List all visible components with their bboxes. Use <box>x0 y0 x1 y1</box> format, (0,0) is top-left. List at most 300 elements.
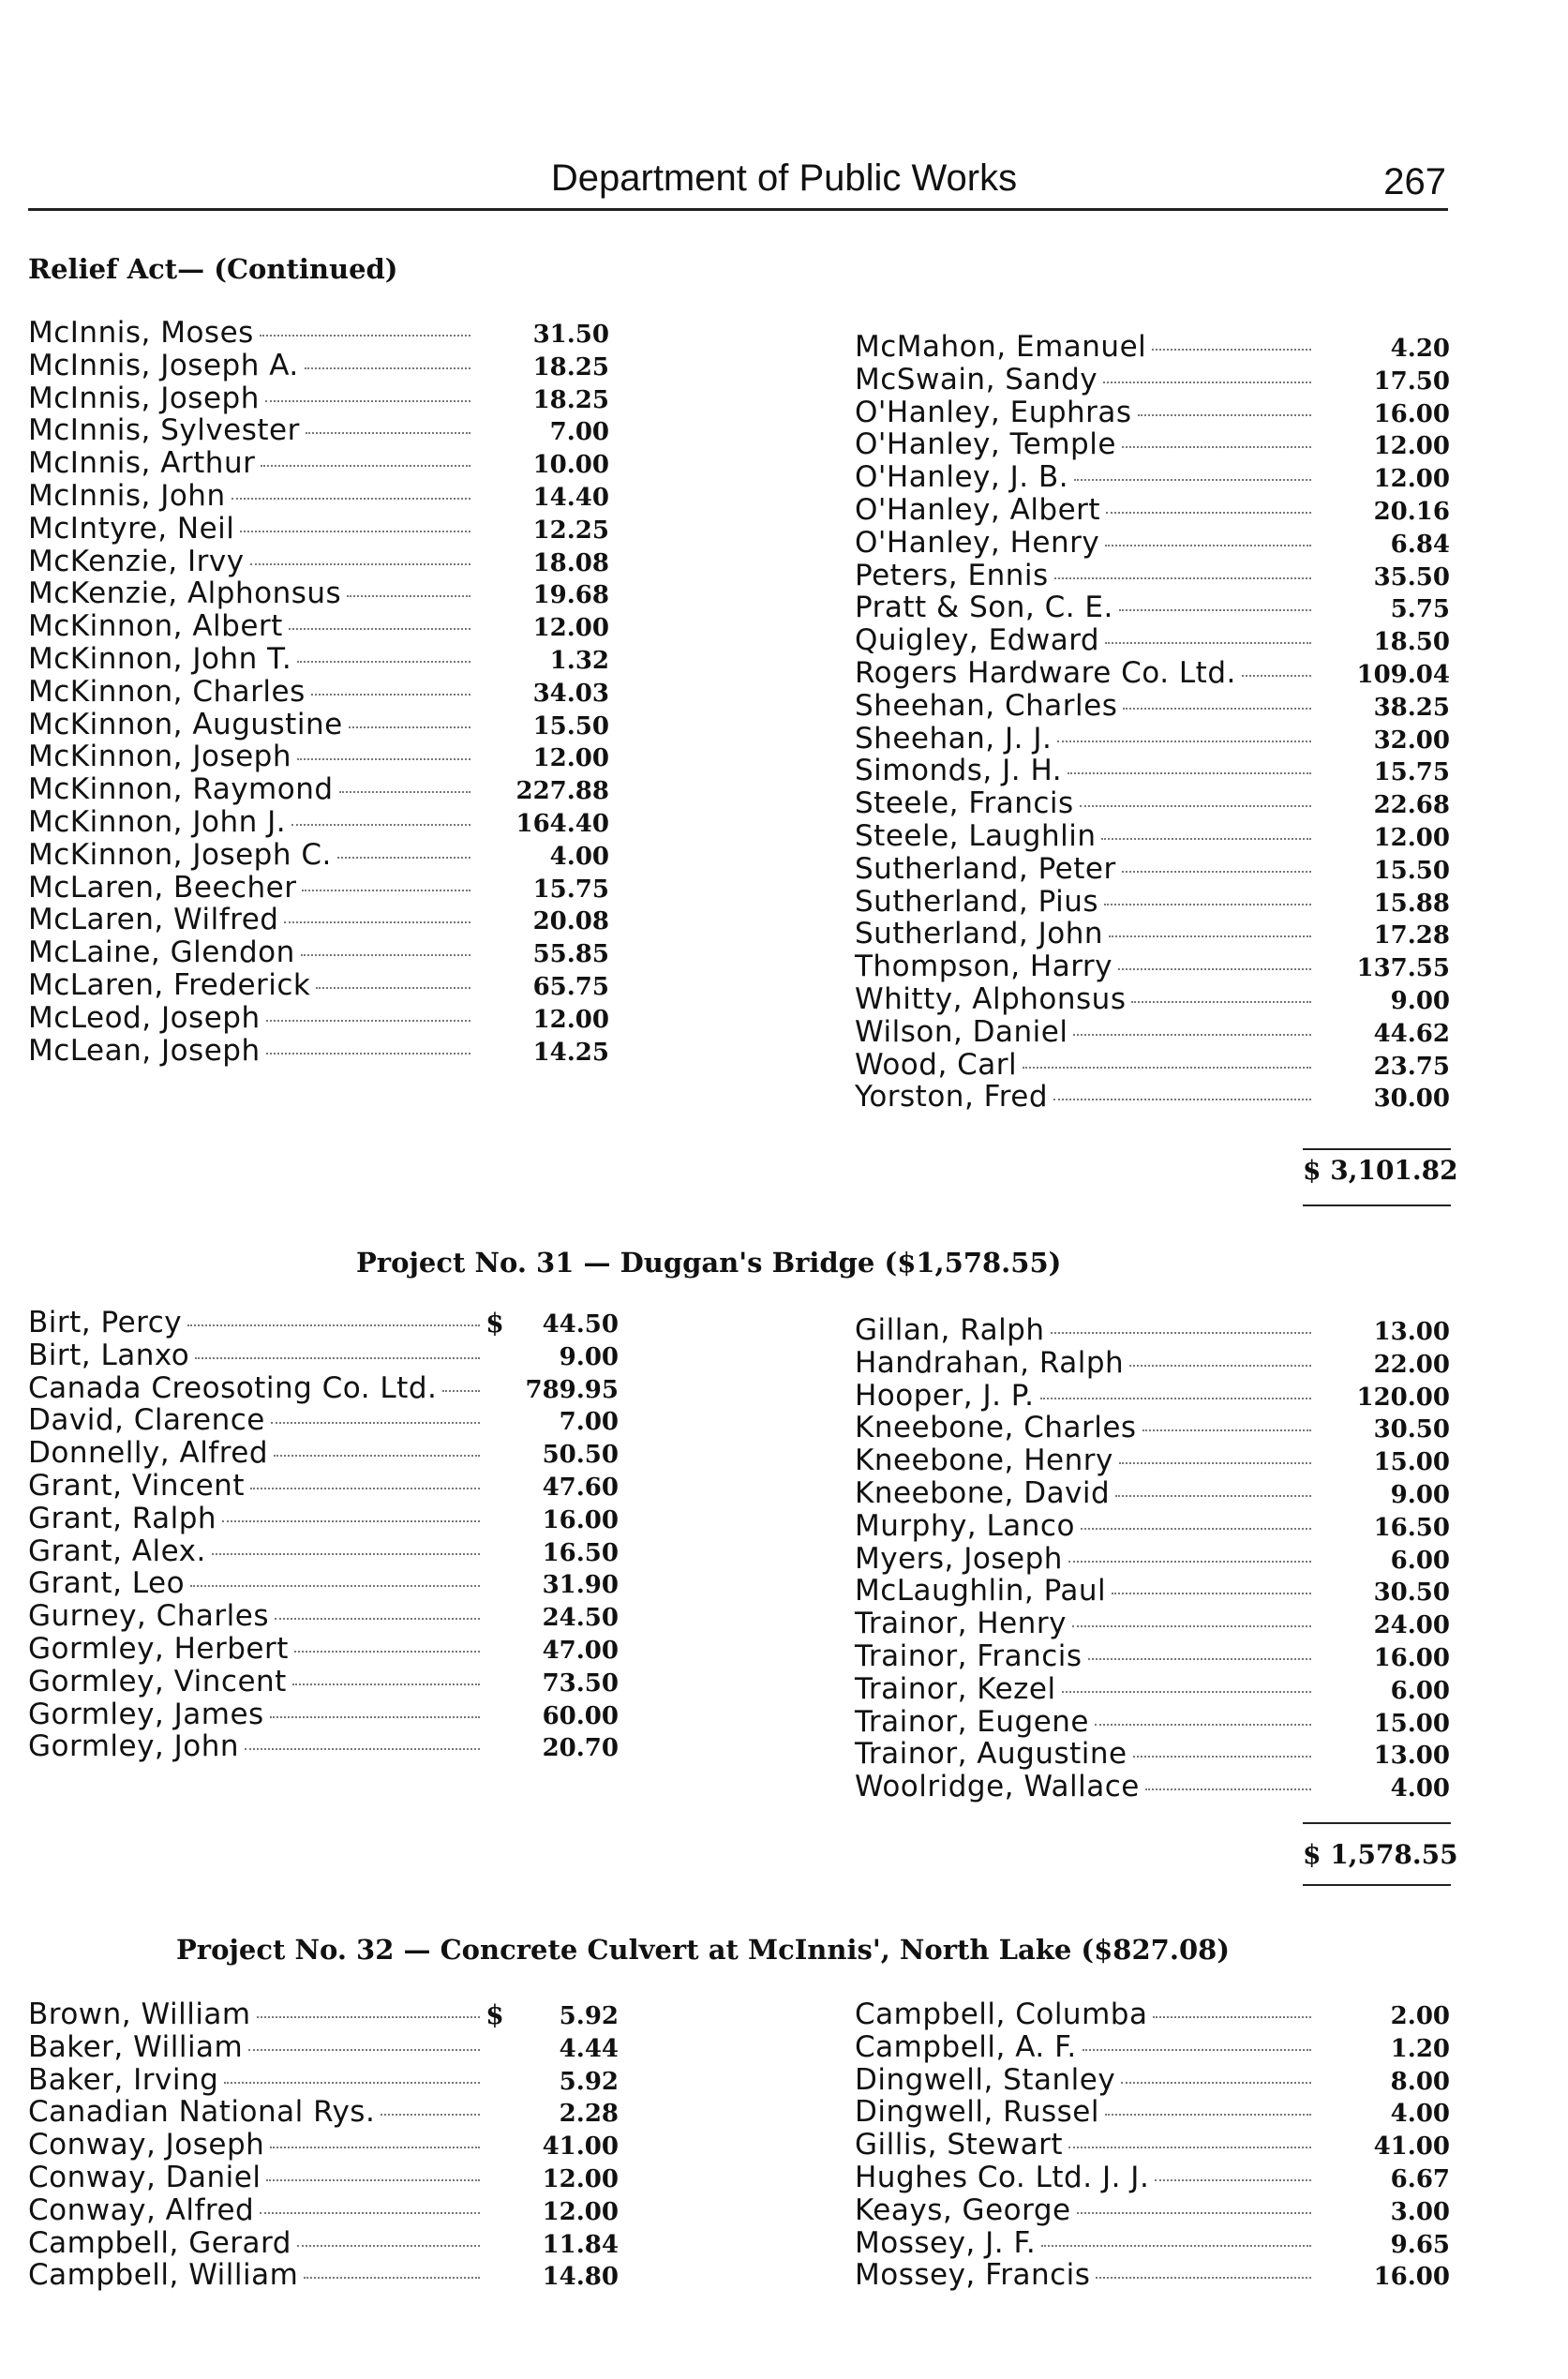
payee-name: David, Clarence <box>28 1403 265 1438</box>
project32-left-column <box>28 1997 619 2291</box>
payee-name: Brown, William <box>28 1997 251 2031</box>
payee-name: McKinnon, Charles <box>28 674 306 709</box>
ledger-row <box>28 2128 619 2161</box>
dot-leader <box>1153 2016 1311 2018</box>
payee-name: McKenzie, Alphonsus <box>28 576 342 611</box>
dot-leader <box>195 1357 480 1359</box>
dot-leader <box>442 1390 480 1392</box>
dot-leader <box>224 2082 480 2084</box>
payee-name: Gillan, Ralph <box>855 1313 1045 1347</box>
ledger-row <box>28 1306 619 1339</box>
payment-amount: 19.68 <box>532 581 609 610</box>
payee-name: Wilson, Daniel <box>855 1014 1068 1049</box>
payee-name: Pratt & Son, C. E. <box>855 591 1113 625</box>
dot-leader <box>1080 805 1311 807</box>
payee-name: McKinnon, Albert <box>28 609 283 644</box>
ledger-row <box>855 950 1450 982</box>
payee-name: Rogers Hardware Co. Ltd. <box>855 655 1236 690</box>
dot-leader <box>265 400 470 402</box>
ledger-row <box>855 852 1450 885</box>
project31-left-column <box>28 1306 619 1762</box>
ledger-row <box>855 1997 1450 2030</box>
payment-amount: 7.00 <box>549 418 609 447</box>
dot-leader <box>187 1324 480 1326</box>
dot-leader <box>316 987 470 989</box>
dot-leader <box>1073 1034 1311 1036</box>
ledger-row <box>855 1476 1450 1509</box>
payee-name: Steele, Laughlin <box>855 818 1097 853</box>
payment-amount: 13.00 <box>1373 1742 1450 1771</box>
dot-leader <box>381 2114 480 2116</box>
payment-amount: 15.50 <box>532 711 609 741</box>
payment-amount: 47.00 <box>542 1636 619 1665</box>
dot-leader <box>304 2277 480 2279</box>
payment-amount: 18.08 <box>532 548 609 577</box>
payment-amount: 12.00 <box>532 744 609 773</box>
payment-amount: 16.00 <box>1373 2263 1450 2292</box>
payment-amount: 9.00 <box>1390 1480 1450 1509</box>
ledger-row <box>855 1379 1450 1412</box>
payment-amount: 4.20 <box>1390 335 1450 363</box>
payment-amount: 17.28 <box>1373 921 1450 950</box>
dot-leader <box>1122 446 1311 448</box>
payment-amount: 31.90 <box>542 1571 619 1600</box>
ledger-row <box>855 786 1450 819</box>
dot-leader <box>260 335 470 337</box>
dot-leader <box>257 2016 480 2018</box>
dot-leader <box>1103 382 1311 383</box>
ledger-row <box>855 1607 1450 1639</box>
dot-leader <box>347 595 470 597</box>
dot-leader <box>1081 1528 1311 1530</box>
ledger-row <box>855 591 1450 623</box>
dot-leader <box>275 1618 480 1620</box>
ledger-row <box>28 1632 619 1665</box>
payee-name: Baker, William <box>28 2029 244 2064</box>
payment-amount: 10.00 <box>532 451 609 480</box>
dot-leader <box>1068 2147 1311 2148</box>
payment-amount: 137.55 <box>1356 954 1450 983</box>
dot-leader <box>1155 2179 1311 2181</box>
payment-amount: 44.62 <box>1373 1019 1450 1048</box>
dot-leader <box>250 1488 480 1489</box>
dot-leader <box>245 1748 480 1750</box>
dot-leader <box>1123 708 1311 710</box>
ledger-row <box>855 1080 1450 1113</box>
payee-name: Keays, George <box>855 2192 1071 2227</box>
payment-amount: 12.00 <box>532 1005 609 1034</box>
payee-name: Birt, Lanxo <box>28 1338 190 1372</box>
payment-amount: 1.32 <box>549 646 609 675</box>
payment-amount: 55.85 <box>532 940 609 969</box>
relief-left-column <box>28 316 609 1066</box>
ledger-row <box>28 1729 619 1762</box>
dot-leader <box>297 2245 480 2247</box>
ledger-row <box>855 1015 1450 1048</box>
payment-amount: 120.00 <box>1356 1383 1450 1412</box>
payee-name: McKinnon, Augustine <box>28 707 343 741</box>
dot-leader <box>1096 2277 1311 2279</box>
payee-name: Conway, Alfred <box>28 2192 255 2227</box>
dot-leader <box>1142 1429 1311 1431</box>
dot-leader <box>1119 609 1311 611</box>
payee-name: Mossey, J. F. <box>855 2225 1037 2260</box>
dot-leader <box>1106 512 1311 514</box>
ledger-row <box>28 838 609 871</box>
ledger-row <box>855 330 1450 363</box>
payment-amount: 44.50 <box>542 1310 619 1339</box>
ledger-row <box>28 1339 619 1371</box>
ledger-row <box>855 1542 1450 1575</box>
dot-leader <box>337 857 470 859</box>
payee-name: Kneebone, Henry <box>855 1444 1113 1478</box>
ledger-row <box>855 1346 1450 1379</box>
dot-leader <box>289 628 470 630</box>
payee-name: Conway, Joseph <box>28 2128 265 2162</box>
dot-leader <box>1242 675 1311 677</box>
payment-amount: 20.70 <box>542 1734 619 1763</box>
ledger-row <box>855 623 1450 656</box>
payee-name: Grant, Vincent <box>28 1468 245 1503</box>
dot-leader <box>349 726 470 728</box>
ledger-row <box>28 479 609 512</box>
relief-total-rule <box>1303 1148 1451 1150</box>
payment-amount: 23.75 <box>1373 1052 1450 1081</box>
ledger-row <box>28 1001 609 1034</box>
payee-name: McInnis, Sylvester <box>28 413 300 448</box>
dot-leader <box>260 2212 480 2214</box>
payee-name: Whitty, Alphonsus <box>855 981 1127 1016</box>
dot-leader <box>1105 2114 1311 2116</box>
ledger-row <box>28 512 609 545</box>
dot-leader <box>240 531 470 532</box>
ledger-row <box>855 559 1450 591</box>
dot-leader <box>297 758 470 760</box>
dot-leader <box>1068 1561 1311 1563</box>
payee-name: O'Hanley, J. B. <box>855 460 1069 495</box>
ledger-row <box>28 675 609 708</box>
dot-leader <box>1053 1099 1311 1100</box>
dot-leader <box>1101 838 1311 840</box>
ledger-row <box>28 1371 619 1404</box>
dot-leader <box>270 1716 480 1718</box>
ledger-row <box>855 2063 1450 2096</box>
ledger-row <box>855 1770 1450 1803</box>
ledger-row <box>28 968 609 1001</box>
dot-leader <box>1112 1593 1311 1594</box>
payment-amount: 2.00 <box>1390 2002 1450 2030</box>
dot-leader <box>305 367 470 369</box>
ledger-row <box>855 754 1450 786</box>
dot-leader <box>1088 1658 1311 1660</box>
payment-amount: 73.50 <box>542 1668 619 1698</box>
payee-name: McInnis, Joseph <box>28 381 260 415</box>
ledger-row <box>855 1705 1450 1738</box>
relief-heading: Relief Act— (Continued) <box>28 253 398 285</box>
payee-name: Grant, Leo <box>28 1566 186 1601</box>
ledger-row <box>28 316 609 349</box>
payee-name: McLaine, Glendon <box>28 935 295 970</box>
ledger-row <box>28 446 609 479</box>
payee-name: Campbell, William <box>28 2258 299 2293</box>
ledger-row <box>28 1997 619 2030</box>
payee-name: Trainor, Kezel <box>855 1671 1056 1706</box>
payment-amount: 18.25 <box>532 385 609 414</box>
payee-name: Mossey, Francis <box>855 2258 1091 2293</box>
payment-amount: 18.25 <box>532 352 609 382</box>
dot-leader <box>1077 2212 1311 2214</box>
ledger-row <box>855 1574 1450 1607</box>
payee-name: Yorston, Fred <box>855 1080 1049 1115</box>
payee-name: Birt, Percy <box>28 1306 183 1339</box>
payee-name: Sutherland, Pius <box>855 884 1099 919</box>
dot-leader <box>1122 871 1311 873</box>
dot-leader <box>1118 968 1311 970</box>
dot-leader <box>274 1455 480 1457</box>
payee-name: McIntyre, Neil <box>28 511 235 546</box>
payment-amount: 31.50 <box>532 321 609 349</box>
dot-leader <box>1145 1788 1311 1790</box>
dot-leader <box>1138 414 1311 416</box>
payee-name: McInnis, Joseph A. <box>28 348 299 382</box>
payee-name: McLeod, Joseph <box>28 1000 261 1035</box>
project31-right-column <box>855 1313 1450 1803</box>
payment-amount: 5.92 <box>559 2002 619 2030</box>
dot-leader <box>1068 772 1311 774</box>
ledger-row <box>855 427 1450 460</box>
payee-name: McKenzie, Irvy <box>28 544 245 578</box>
payee-name: McKinnon, Joseph <box>28 740 292 774</box>
payment-amount: 60.00 <box>542 1701 619 1730</box>
payment-amount: 12.00 <box>542 2197 619 2226</box>
ledger-row <box>855 1411 1450 1444</box>
payee-name: Sutherland, Peter <box>855 851 1116 886</box>
payee-name: Wood, Carl <box>855 1047 1018 1082</box>
dot-leader <box>1072 1625 1311 1627</box>
payment-amount: 22.00 <box>1373 1350 1450 1379</box>
ledger-row <box>855 2258 1450 2291</box>
ledger-row <box>855 722 1450 755</box>
payment-amount: 15.00 <box>1373 1709 1450 1738</box>
payment-amount: 164.40 <box>515 809 609 838</box>
payment-amount: 4.00 <box>1390 2100 1450 2129</box>
payment-amount: 30.50 <box>1373 1579 1450 1608</box>
dot-leader <box>1062 1691 1311 1693</box>
payee-name: McSwain, Sandy <box>855 362 1098 396</box>
payee-name: Quigley, Edward <box>855 623 1100 658</box>
payment-amount: 14.25 <box>532 1038 609 1067</box>
payee-name: McLean, Joseph <box>28 1033 261 1068</box>
dot-leader <box>266 2179 480 2181</box>
dot-leader <box>1109 935 1311 937</box>
payment-amount: 227.88 <box>515 777 609 806</box>
payment-amount: 6.00 <box>1390 1546 1450 1575</box>
payee-name: Trainor, Henry <box>855 1607 1067 1641</box>
payee-name: Hughes Co. Ltd. J. J. <box>855 2160 1150 2194</box>
payee-name: Dingwell, Russel <box>855 2095 1099 2130</box>
payment-amount: 109.04 <box>1356 660 1450 689</box>
payment-amount: 17.50 <box>1373 367 1450 396</box>
payee-name: Sheehan, Charles <box>855 688 1118 723</box>
ledger-row <box>28 2258 619 2291</box>
dot-leader <box>1105 545 1311 546</box>
ledger-row <box>28 903 609 935</box>
payee-name: Kneebone, David <box>855 1475 1111 1510</box>
project31-heading: Project No. 31 — Duggan's Bridge ($1,578.55) <box>356 1247 1062 1279</box>
payee-name: Grant, Ralph <box>28 1501 217 1535</box>
payee-name: Baker, Irving <box>28 2062 219 2097</box>
payment-amount: 32.00 <box>1373 726 1450 755</box>
dot-leader <box>291 824 470 826</box>
payment-amount: 30.00 <box>1373 1085 1450 1114</box>
payment-amount: 15.75 <box>532 875 609 904</box>
ledger-row <box>855 1672 1450 1705</box>
dot-leader <box>1041 2245 1311 2247</box>
dot-leader <box>339 791 470 793</box>
payee-name: Gormley, Vincent <box>28 1664 287 1698</box>
ledger-row <box>28 871 609 904</box>
ledger-row <box>855 2193 1450 2226</box>
payee-name: Campbell, Columba <box>855 1997 1148 2031</box>
payee-name: McLaren, Frederick <box>28 967 311 1002</box>
ledger-row <box>855 2226 1450 2259</box>
payment-amount: 6.67 <box>1390 2164 1450 2193</box>
payment-amount: 16.00 <box>1373 399 1450 428</box>
payment-amount: 15.88 <box>1373 889 1450 918</box>
payment-amount: 22.68 <box>1373 791 1450 820</box>
dot-leader <box>1104 904 1311 905</box>
project31-total-rule <box>1303 1822 1451 1824</box>
dot-leader <box>261 465 470 467</box>
ledger-row <box>855 917 1450 950</box>
dot-leader <box>1129 1365 1311 1367</box>
dot-leader <box>284 921 470 923</box>
ledger-row <box>28 413 609 446</box>
ledger-row <box>28 1403 619 1436</box>
ledger-row <box>28 2161 619 2193</box>
dot-leader <box>231 498 470 500</box>
page-number: 267 <box>1383 161 1446 202</box>
ledger-row <box>855 656 1450 689</box>
payment-amount: 1.20 <box>1390 2034 1450 2063</box>
payment-amount: 35.50 <box>1373 562 1450 591</box>
payment-amount: 41.00 <box>1373 2132 1450 2162</box>
payee-name: McKinnon, John T. <box>28 641 292 676</box>
dot-leader <box>301 954 470 956</box>
payment-amount: 34.03 <box>532 679 609 708</box>
ledger-row <box>28 1599 619 1632</box>
payment-amount: 7.00 <box>559 1408 619 1437</box>
payment-amount: 65.75 <box>532 972 609 1001</box>
ledger-row <box>28 349 609 382</box>
dot-leader <box>292 1683 480 1685</box>
ledger-row <box>28 576 609 609</box>
payee-name: Campbell, Gerard <box>28 2225 291 2260</box>
payment-amount: 30.50 <box>1373 1415 1450 1444</box>
ledger-row <box>28 740 609 772</box>
relief-total: $ 3,101.82 <box>1303 1155 1458 1186</box>
ledger-row <box>28 642 609 675</box>
ledger-row <box>28 609 609 642</box>
payee-name: Thompson, Harry <box>855 950 1113 984</box>
dot-leader <box>1121 2082 1311 2084</box>
payment-amount: 14.80 <box>542 2263 619 2292</box>
ledger-row <box>855 1313 1450 1346</box>
payment-amount: 47.60 <box>542 1473 619 1502</box>
payee-name: Trainor, Eugene <box>855 1704 1090 1739</box>
payment-amount: 6.00 <box>1390 1676 1450 1705</box>
payee-name: Sutherland, John <box>855 917 1103 951</box>
payment-amount: 12.00 <box>532 614 609 643</box>
payment-amount: 38.25 <box>1373 693 1450 722</box>
payee-name: Woolridge, Wallace <box>855 1770 1140 1804</box>
payee-name: McMahon, Emanuel <box>855 330 1147 364</box>
payment-amount: 9.65 <box>1390 2230 1450 2259</box>
ledger-row <box>28 2063 619 2096</box>
payment-amount: 12.00 <box>542 2164 619 2193</box>
payee-name: McInnis, Moses <box>28 316 254 350</box>
payee-name: O'Hanley, Henry <box>855 525 1100 560</box>
payment-amount: 50.50 <box>542 1441 619 1470</box>
payee-name: McLaughlin, Paul <box>855 1574 1107 1608</box>
ledger-row <box>28 1566 619 1599</box>
payment-amount: 18.50 <box>1373 628 1450 657</box>
payee-name: Simonds, J. H. <box>855 754 1063 788</box>
dot-leader <box>1115 1495 1311 1497</box>
dot-leader <box>1057 741 1311 742</box>
ledger-row <box>855 526 1450 559</box>
payment-amount: 16.50 <box>542 1538 619 1567</box>
payee-name: Trainor, Francis <box>855 1638 1083 1673</box>
dot-leader <box>250 563 470 565</box>
dot-leader <box>271 1422 480 1424</box>
payee-name: Gormley, James <box>28 1697 264 1731</box>
payment-amount: 789.95 <box>525 1375 619 1404</box>
payment-amount: 9.00 <box>1390 986 1450 1015</box>
ledger-row <box>855 1639 1450 1672</box>
ledger-row <box>855 2030 1450 2063</box>
payee-name: Canadian National Rys. <box>28 2095 376 2130</box>
payment-amount: 4.00 <box>1390 1774 1450 1803</box>
payment-amount: 15.00 <box>1373 1448 1450 1477</box>
ledger-row <box>855 493 1450 526</box>
payee-name: Handrahan, Ralph <box>855 1345 1125 1380</box>
payment-amount: 6.84 <box>1390 530 1450 559</box>
ledger-row <box>855 363 1450 396</box>
payee-name: Hooper, J. P. <box>855 1378 1035 1413</box>
payee-name: Peters, Ennis <box>855 558 1049 592</box>
payment-amount: 3.00 <box>1390 2197 1450 2226</box>
ledger-row <box>855 1509 1450 1542</box>
payment-amount: 4.44 <box>559 2034 619 2063</box>
dot-leader <box>302 890 470 891</box>
payee-name: O'Hanley, Albert <box>855 492 1101 527</box>
payee-name: Campbell, A. F. <box>855 2029 1077 2064</box>
payee-name: McLaren, Beecher <box>28 870 297 905</box>
dot-leader <box>1023 1067 1311 1069</box>
dot-leader <box>1074 479 1311 481</box>
dot-leader <box>270 2147 480 2148</box>
payee-name: McInnis, John <box>28 478 226 513</box>
payee-name: Gillis, Stewart <box>855 2128 1063 2162</box>
payee-name: Steele, Francis <box>855 786 1074 821</box>
project32-right-column <box>855 1997 1450 2291</box>
dot-leader <box>266 1053 470 1055</box>
dot-leader <box>248 2049 480 2051</box>
payee-name: Trainor, Augustine <box>855 1737 1127 1772</box>
payee-name: Gurney, Charles <box>28 1599 270 1634</box>
ledger-row <box>28 1698 619 1730</box>
